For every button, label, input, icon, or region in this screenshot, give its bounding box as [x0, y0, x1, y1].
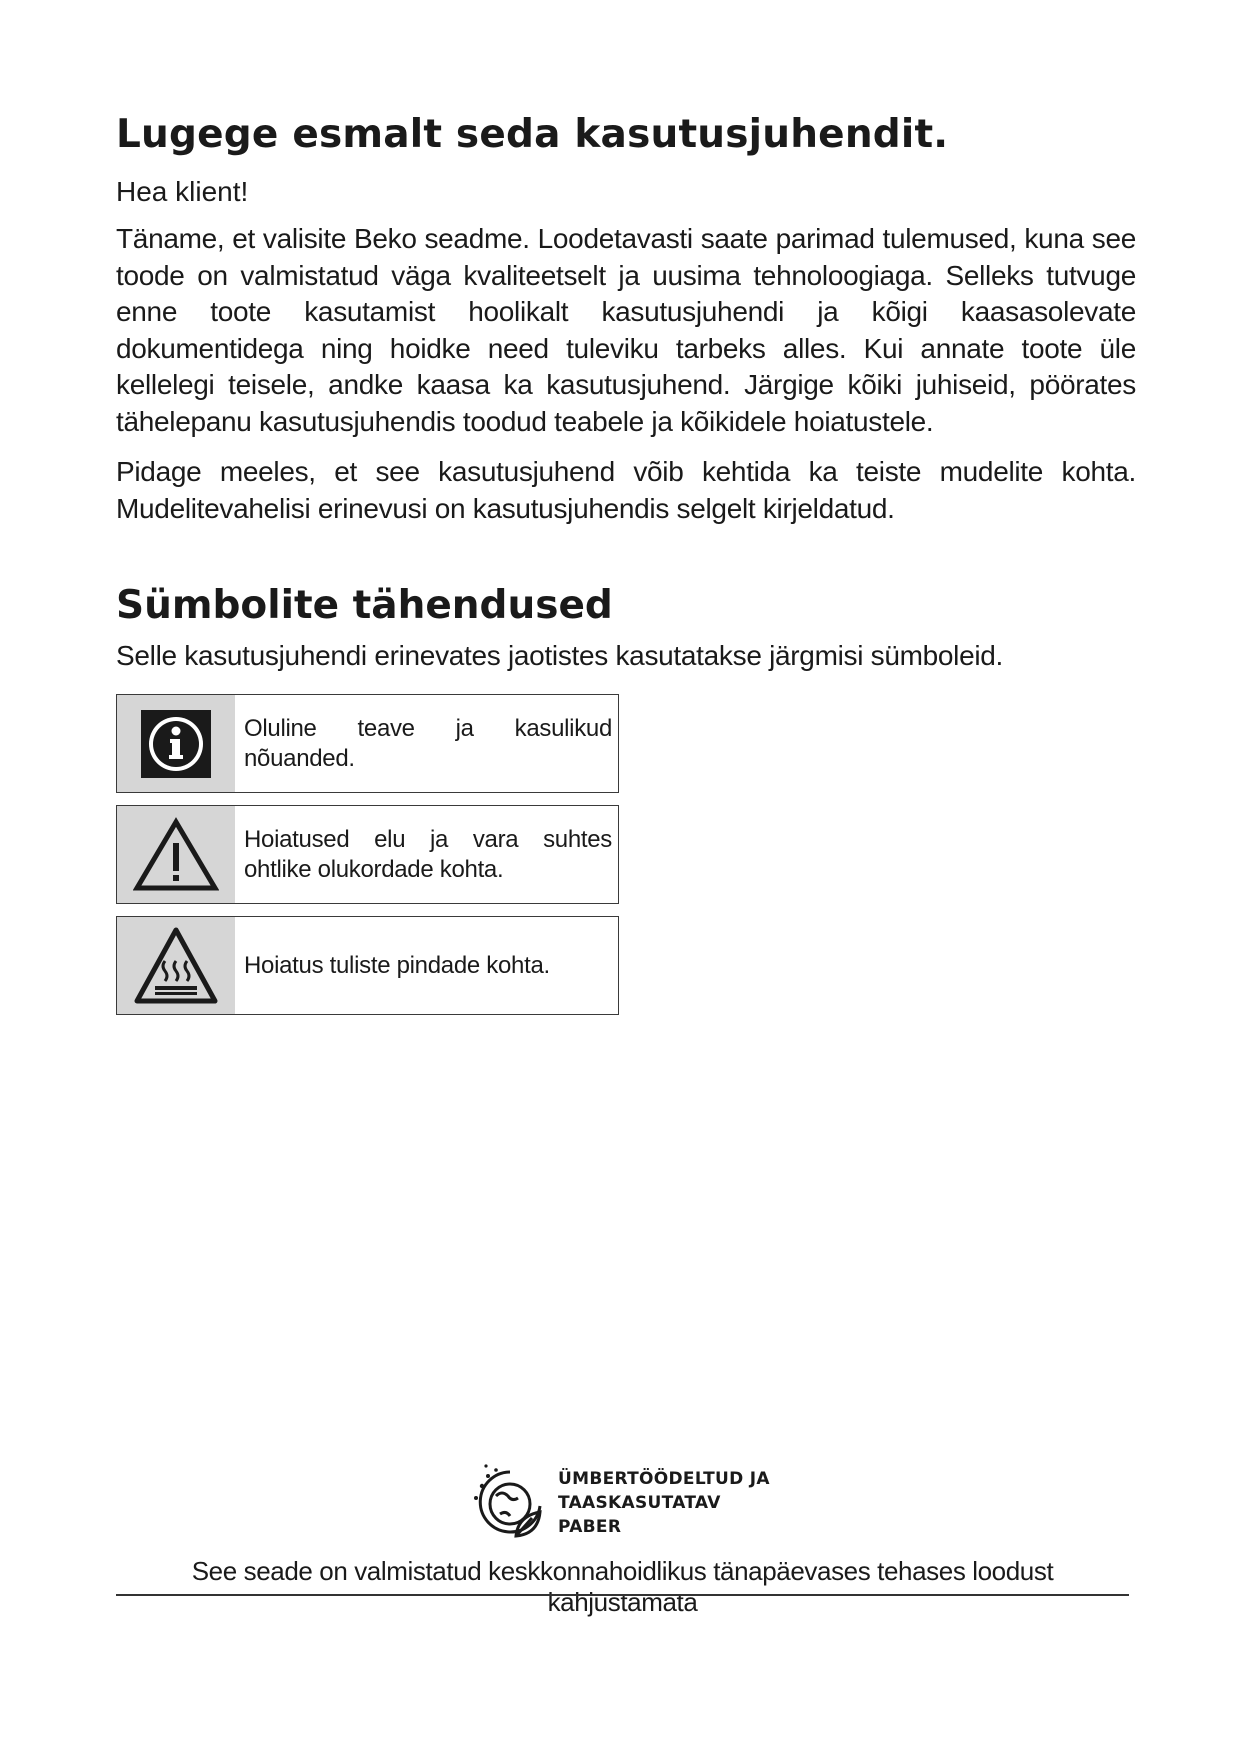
symbols-table — [116, 694, 621, 1015]
warning-icon — [117, 806, 235, 903]
symbols-intro: Selle kasutusjuhendi erinevates jaotistes kasutatakse järgmisi sümboleid. — [116, 640, 1004, 671]
logo-line-1: ÜMBERTÖÖDELTUD JA — [558, 1469, 770, 1489]
logo-text — [558, 1467, 770, 1539]
recycled-paper-icon — [470, 1462, 550, 1544]
manual-page — [116, 112, 1136, 1027]
recycled-paper-logo — [470, 1462, 770, 1544]
intro-title: Lugege esmalt seda kasutusjuhendit. — [116, 112, 949, 157]
logo-line-3: PABER — [558, 1517, 622, 1537]
info-icon — [117, 695, 235, 792]
greeting: Hea klient! — [116, 176, 249, 207]
footer-divider — [116, 1594, 1129, 1596]
symbol-text-info: Oluline teave ja kasulikud nõuanded. — [244, 714, 612, 772]
symbol-row-hot-surface — [116, 916, 619, 1015]
symbols-title: Sümbolite tähendused — [116, 583, 613, 628]
logo-line-2: TAASKASUTATAV — [558, 1493, 721, 1513]
symbol-row-warning — [116, 805, 619, 904]
footer-statement: See seade on valmistatud keskkonnahoidlikus tänapäevases tehases loodust kahjustamata — [191, 1556, 1054, 1617]
intro-paragraph-2: Pidage meeles, et see kasutusjuhend võib kehtida ka teiste mudelite kohta. Mudelitevahelisi erinevusi on kasutusjuhendis selgelt kirjeldatud. — [116, 456, 1136, 524]
symbol-text-warning: Hoiatused elu ja vara suhtes ohtlike olukordade kohta. — [244, 825, 612, 883]
symbol-text-hot-surface: Hoiatus tuliste pindade kohta. — [244, 951, 550, 979]
intro-paragraph-1: Täname, et valisite Beko seadme. Loodetavasti saate parimad tulemused, kuna see toode on valmistatud väga kvaliteetselt ja uusima tehnoloogiaga. Selleks tutvuge enne toote kasutamist hoolikalt kasutusjuhendi ja kõigi kaasasolevate dokumentidega ning hoidke need tuleviku tarbeks alles. Kui annate toote üle kellelegi teisele, andke kaasa ka kasutusjuhend. Järgige kõiki juhiseid, pöörates tähelepanu kasutusjuhendis toodud teabele ja kõikidele hoiatustele. — [116, 223, 1136, 437]
symbol-row-info — [116, 694, 619, 793]
hot-surface-icon — [117, 917, 235, 1014]
